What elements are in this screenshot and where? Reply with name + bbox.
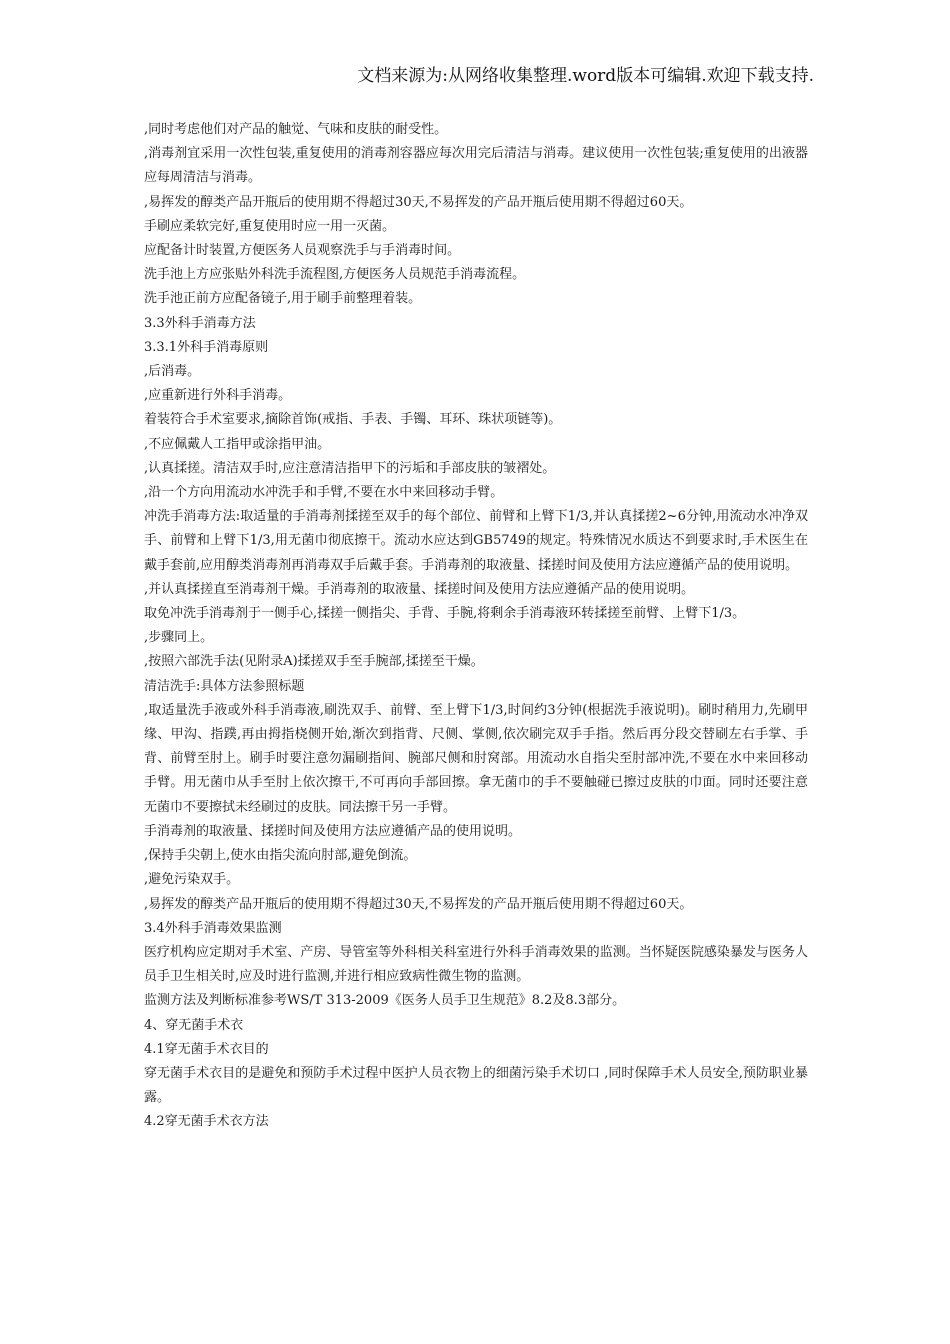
section-heading: 3.3.1外科手消毒原则 [144,339,269,355]
paragraph: 应配备计时装置,方便医务人员观察洗手与手消毒时间。 [144,243,461,259]
document-body [144,118,808,1135]
section-heading: 4、穿无菌手术衣 [144,1017,244,1033]
paragraph: ,后消毒。 [144,364,201,380]
paragraph: 洗手池正前方应配备镜子,用于刷手前整理着装。 [144,291,422,307]
paragraph: ,同时考虑他们对产品的触觉、气味和皮肤的耐受性。 [144,122,448,137]
paragraph: 着装符合手术室要求,摘除首饰(戒指、手表、手镯、耳环、珠状项链等)。 [144,412,562,428]
paragraph: 冲洗手消毒方法:取适量的手消毒剂揉搓至双手的每个部位、前臂和上臂下1/3,并认真揉搓2~6分钟,用流动水冲净双手、前臂和上臂下1/3,用无菌巾彻底擦干。流动水应达到GB5749的规定。特殊情况水质达不到要求时,手术医生在戴手套前,应用醇类消毒剂再消毒双手后戴手套。手消毒剂的取液量、揉搓时间及使用方法应遵循产品的使用说明。 [144,509,808,573]
paragraph: ,取适量洗手液或外科手消毒液,刷洗双手、前臂、至上臂下1/3,时间约3分钟(根据洗手液说明)。刷时稍用力,先刷甲缘、甲沟、指蹼,再由拇指桡侧开始,渐次到指背、尺侧、掌侧,依次刷完双手手指。然后再分段交替刷左右手掌、手背、前臂至肘上。刷手时要注意勿漏刷指间、腕部尺侧和肘窝部。用流动水自指尖至肘部冲洗,不要在水中来回移动手臂。用无菌巾从手至肘上依次擦干,不可再向手部回擦。拿无菌巾的手不要触碰已擦过皮肤的巾面。同时还要注意无菌巾不要擦拭未经刷过的皮肤。同法擦干另一手臂。 [144,702,808,815]
paragraph: ,易挥发的醇类产品开瓶后的使用期不得超过30天,不易挥发的产品开瓶后使用期不得超过60天。 [144,194,693,210]
paragraph: 手消毒剂的取液量、揉搓时间及使用方法应遵循产品的使用说明。 [144,823,522,839]
page-header-source-note: 文档来源为:从网络收集整理.word版本可编辑.欢迎下载支持. [357,66,814,86]
paragraph: 取免冲洗手消毒剂于一侧手心,揉搓一侧指尖、手背、手腕,将剩余手消毒液环转揉搓至前臂、上臂下1/3。 [144,606,746,622]
paragraph: ,易挥发的醇类产品开瓶后的使用期不得超过30天,不易挥发的产品开瓶后使用期不得超过60天。 [144,896,693,912]
paragraph: 手刷应柔软完好,重复使用时应一用一灭菌。 [144,218,396,234]
section-heading: 4.2穿无菌手术衣方法 [144,1114,269,1130]
section-heading: 3.4外科手消毒效果监测 [144,920,282,936]
paragraph: 穿无菌手术衣目的是避免和预防手术过程中医护人员衣物上的细菌污染手术切口 ,同时保障手术人员安全,预防职业暴露。 [144,1065,808,1106]
paragraph: ,认真揉搓。清洁双手时,应注意清洁指甲下的污垢和手部皮肤的皱褶处。 [144,460,556,476]
paragraph: ,不应佩戴人工指甲或涂指甲油。 [144,436,331,452]
section-heading: 4.1穿无菌手术衣目的 [144,1041,269,1057]
paragraph: 清洁洗手:具体方法参照标题 [144,678,305,694]
paragraph: ,应重新进行外科手消毒。 [144,388,292,404]
paragraph: ,并认真揉搓直至消毒剂干燥。手消毒剂的取液量、揉搓时间及使用方法应遵循产品的使用说明。 [144,581,695,597]
paragraph: ,步骤同上。 [144,630,214,646]
paragraph: ,沿一个方向用流动水冲洗手和手臂,不要在水中来回移动手臂。 [144,485,504,501]
paragraph: 监测方法及判断标准参考WS/T 313-2009《医务人员手卫生规范》8.2及8.3部分。 [144,993,626,1009]
section-heading: 3.3外科手消毒方法 [144,315,256,331]
paragraph: ,按照六部洗手法(见附录A)揉搓双手至手腕部,揉搓至干燥。 [144,654,484,670]
paragraph: ,消毒剂宜采用一次性包装,重复使用的消毒剂容器应每次用完后清洁与消毒。建议使用一次性包装;重复使用的出液器应每周清洁与消毒。 [144,146,808,186]
paragraph: ,避免污染双手。 [144,872,240,888]
paragraph: 医疗机构应定期对手术室、产房、导管室等外科相关科室进行外科手消毒效果的监测。当怀疑医院感染暴发与医务人员手卫生相关时,应及时进行监测,并进行相应致病性微生物的监测。 [144,944,808,985]
paragraph: ,保持手尖朝上,使水由指尖流向肘部,避免倒流。 [144,848,417,864]
paragraph: 洗手池上方应张贴外科洗手流程图,方便医务人员规范手消毒流程。 [144,267,526,283]
